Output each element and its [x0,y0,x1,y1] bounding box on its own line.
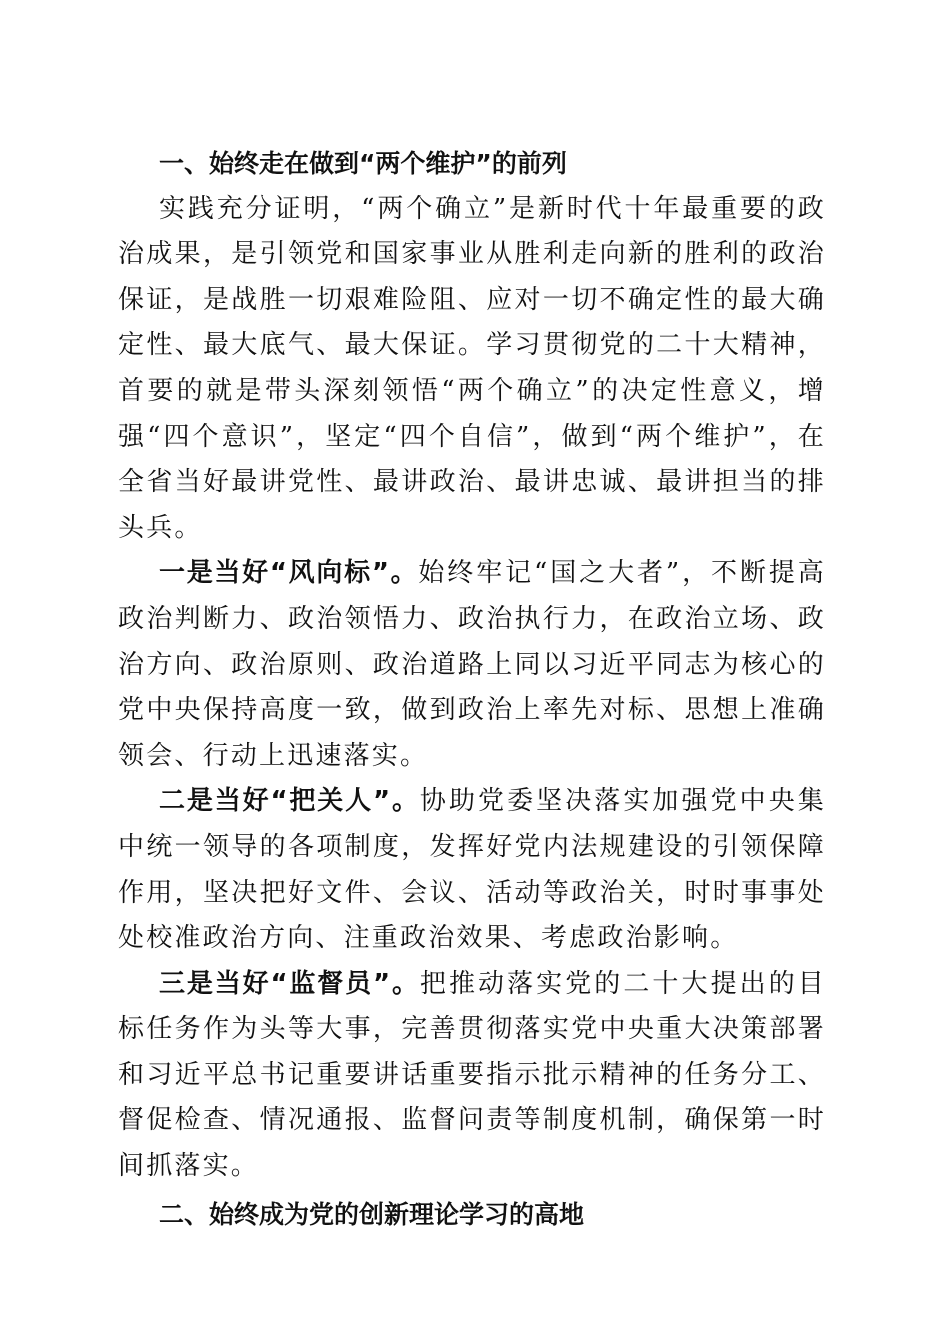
item-lead-1: 一是当好“风向标”。 [159,558,419,589]
section-heading-2: 二、始终成为党的创新理论学习的高地 [159,1199,585,1229]
document-body [118,141,826,1237]
intro-paragraph: 实践充分证明，“两个确立”是新时代十年最重要的政治成果，是引领党和国家事业从胜利走向新的胜利的政治保证，是战胜一切艰难险阻、应对一切不确定性的最大确定性、最大底气、最大保证。学习贯彻党的二十大精神，首要的就是带头深刻领悟“两个确立”的决定性意义，增强“四个意识”，坚定“四个自信”，做到“两个维护”，在全省当好最讲党性、最讲政治、最讲忠诚、最讲担当的排头兵。 [118,193,826,543]
item-text-1: 始终牢记“国之大者”，不断提高政治判断力、政治领悟力、政治执行力，在政治立场、政治方向、政治原则、政治道路上同以习近平同志为核心的党中央保持高度一致，做到政治上率先对标、思想上准确领会、行动上迅速落实。 [118,558,826,771]
item-paragraph-2 [118,779,826,961]
item-text-2: 协助党委坚决落实加强党中央集中统一领导的各项制度，发挥好党内法规建设的引领保障作用，坚决把好文件、会议、活动等政治关，时时事事处处校准政治方向、注重政治效果、考虑政治影响。 [118,786,826,954]
item-paragraph-3 [118,962,826,1190]
item-lead-2: 二是当好“把关人”。 [159,786,420,817]
section-heading-1: 一、始终走在做到“两个维护”的前列 [159,149,567,178]
item-lead-3: 三是当好“监督员”。 [159,968,420,999]
item-text-3: 把推动落实党的二十大提出的目标任务作为头等大事，完善贯彻落实党中央重大决策部署和习近平总书记重要讲话重要指示批示精神的任务分工、督促检查、情况通报、监督问责等制度机制，确保第一时间抓落实。 [118,968,826,1182]
item-paragraph-1 [118,551,826,779]
